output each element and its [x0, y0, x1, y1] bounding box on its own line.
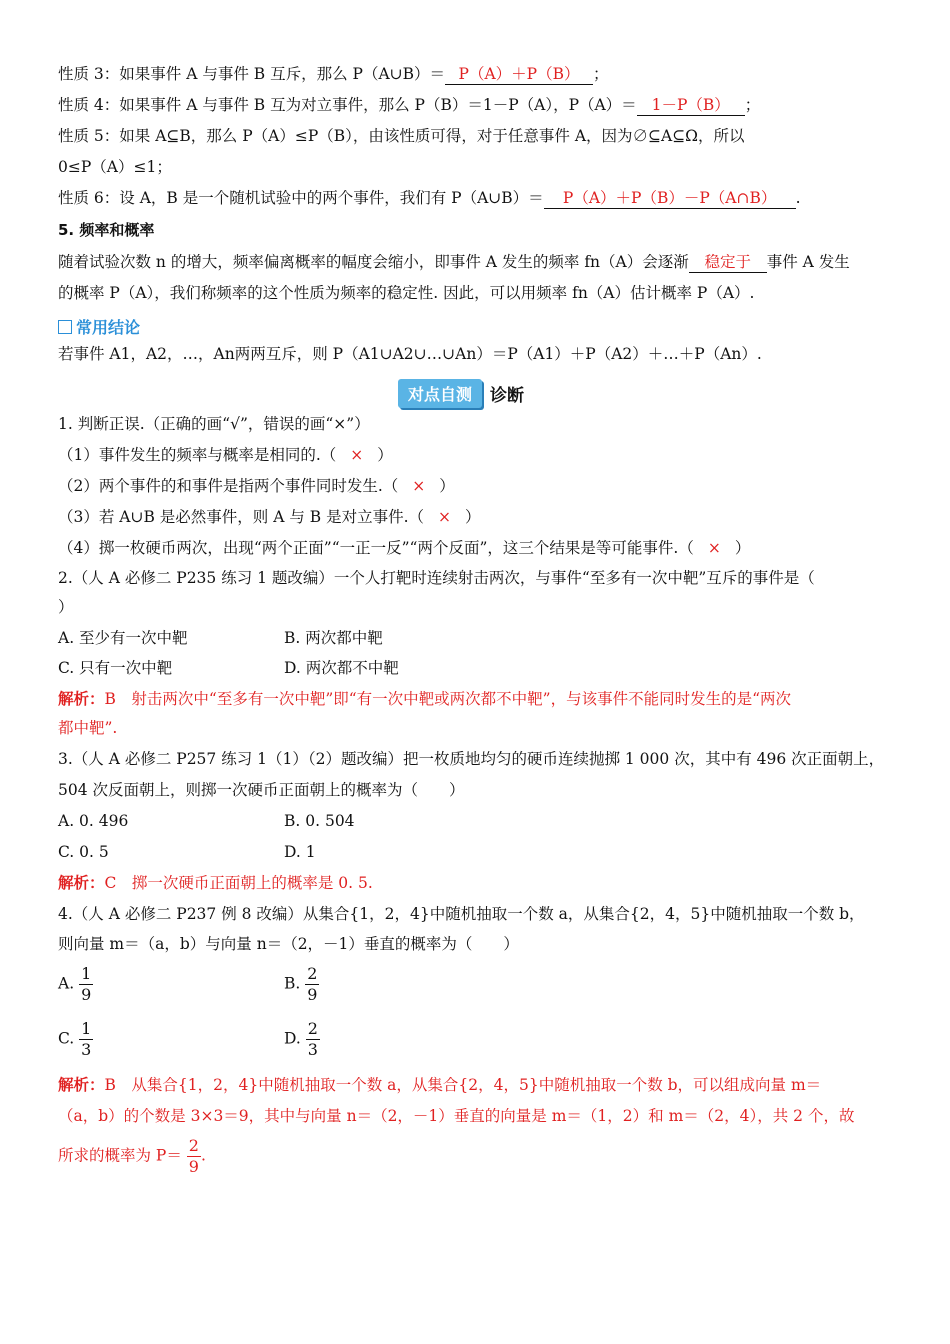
- q3-option-b: B. 0. 504: [284, 812, 355, 830]
- property-3-answer: P（A）＋P（B）: [445, 65, 593, 85]
- section-5-line2: 的概率 P（A），我们称频率的这个性质为频率的稳定性. 因此，可以用频率 fn（A）估计概率 P（A）.: [58, 284, 755, 302]
- property-6: 性质 6：设 A，B 是一个随机试验中的两个事件，我们有 P（A∪B）＝ P（A）＋P（B）－P（A∩B） .: [58, 189, 801, 207]
- square-icon: [58, 320, 72, 334]
- q2-stem: 2.（人 A 必修二 P235 练习 1 题改编）一个人打靶时连续射击两次，与事件“至多有一次中靶”互斥的事件是（: [58, 569, 815, 587]
- banner-diagnosis: 诊断: [490, 385, 525, 406]
- banner-tag: 对点自测: [398, 379, 482, 408]
- q4-option-d: D. $\frac{2}{3}$: [284, 1019, 318, 1059]
- cross-mark: ×: [412, 477, 426, 495]
- q2-option-d: D. 两次都不中靶: [284, 659, 399, 677]
- q1-item-1: （1）事件发生的频率与概率是相同的.（ × ）: [58, 446, 393, 464]
- q4-option-c: C. $\frac{1}{3}$: [58, 1019, 92, 1059]
- property-5: 性质 5：如果 A⊆B，那么 P（A）≤P（B），由该性质可得，对于任意事件 A，因为∅⊆A⊆Ω，所以: [58, 127, 745, 145]
- q3-option-a: A. 0. 496: [58, 812, 129, 830]
- q3-option-c: C. 0. 5: [58, 843, 109, 861]
- fraction: $\frac{1}{9}$: [81, 964, 92, 1004]
- property-6-answer: P（A）＋P（B）－P（A∩B）: [544, 189, 796, 209]
- q3-stem-cont: 504 次反面朝上，则掷一次硬币正面朝上的概率为（ ）: [58, 781, 465, 799]
- q1-stem: 1. 判断正误.（正确的画“√”，错误的画“×”）: [58, 415, 370, 433]
- q4-option-b: B. $\frac{2}{9}$: [284, 964, 318, 1004]
- conclusion-text: 若事件 A1，A2，…，An两两互斥，则 P（A1∪A2∪…∪An）＝P（A1）＋P（A2）＋…＋P（An）.: [58, 345, 762, 363]
- property-5-cont: 0≤P（A）≤1；: [58, 158, 172, 176]
- q4-answer-end: 所求的概率为 P＝ $\frac{2}{9}$ .: [58, 1136, 206, 1176]
- q1-item-2: （2）两个事件的和事件是指两个事件同时发生.（ × ）: [58, 477, 455, 495]
- q3-option-d: D. 1: [284, 843, 316, 861]
- cross-mark: ×: [707, 539, 721, 557]
- property-4-answer: 1－P（B）: [637, 96, 745, 116]
- property-4: 性质 4：如果事件 A 与事件 B 互为对立事件，那么 P（B）＝1－P（A），P（A）＝ 1－P（B） ；: [58, 96, 761, 114]
- q1-item-4: （4）掷一枚硬币两次，出现“两个正面”“一正一反”“两个反面”，这三个结果是等可能事件.（ × ）: [58, 539, 751, 557]
- q2-answer: 解析：B 射击两次中“至多有一次中靶”即“有一次中靶或两次都不中靶”，与该事件不能同时发生的是“两次: [58, 690, 792, 708]
- cross-mark: ×: [438, 508, 452, 526]
- q4-answer: 解析：B 从集合{1，2，4}中随机抽取一个数 a，从集合{2，4，5}中随机抽取一个数 b，可以组成向量 m＝: [58, 1076, 822, 1094]
- fraction: $\frac{1}{3}$: [81, 1019, 92, 1059]
- q1-item-3: （3）若 A∪B 是必然事件，则 A 与 B 是对立事件.（ × ）: [58, 508, 481, 526]
- fraction: $\frac{2}{9}$: [188, 1136, 199, 1176]
- q4-stem-cont: 则向量 m＝（a，b）与向量 n＝（2，－1）垂直的概率为（ ）: [58, 935, 519, 953]
- fraction: $\frac{2}{9}$: [307, 964, 318, 1004]
- q2-option-c: C. 只有一次中靶: [58, 659, 173, 677]
- cross-mark: ×: [350, 446, 364, 464]
- self-test-banner: [398, 378, 524, 408]
- conclusion-heading: 常用结论: [58, 317, 140, 339]
- q4-option-a: A. $\frac{1}{9}$: [58, 964, 92, 1004]
- q3-answer: 解析：C 掷一次硬币正面朝上的概率是 0. 5.: [58, 874, 373, 892]
- q2-stem-cont: ）: [58, 598, 74, 616]
- section-5-line1: 随着试验次数 n 的增大，频率偏离概率的幅度会缩小，即事件 A 发生的频率 fn（A）会逐渐 稳定于 事件 A 发生: [58, 253, 850, 271]
- q2-option-a: A. 至少有一次中靶: [58, 629, 188, 647]
- q4-stem: 4.（人 A 必修二 P237 例 8 改编）从集合{1，2，4}中随机抽取一个数 a，从集合{2，4，5}中随机抽取一个数 b，: [58, 905, 865, 923]
- property-3: 性质 3：如果事件 A 与事件 B 互斥，那么 P（A∪B）＝ P（A）＋P（B） ；: [58, 65, 609, 83]
- section-5-title: 5. 频率和概率: [58, 221, 155, 239]
- section-5-answer: 稳定于: [689, 253, 767, 273]
- fraction: $\frac{2}{3}$: [307, 1019, 318, 1059]
- q2-option-b: B. 两次都中靶: [284, 629, 383, 647]
- q2-answer-cont: 都中靶”.: [58, 719, 118, 737]
- q4-answer-cont: （a，b）的个数是 3×3＝9，其中与向量 n＝（2，－1）垂直的向量是 m＝（1，2）和 m＝（2，4），共 2 个，故: [58, 1107, 855, 1125]
- q3-stem: 3.（人 A 必修二 P257 练习 1（1）（2）题改编）把一枚质地均匀的硬币连续抛掷 1 000 次，其中有 496 次正面朝上，: [58, 750, 885, 768]
